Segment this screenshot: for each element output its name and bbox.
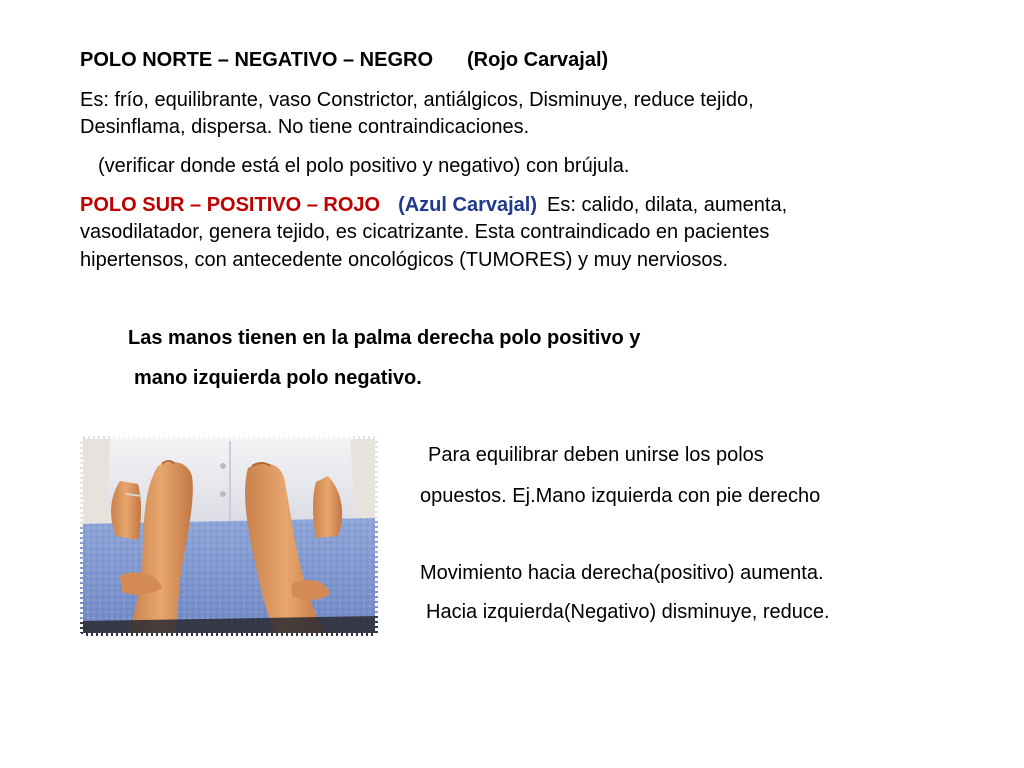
south-pole-heading: POLO SUR – POSITIVO – ROJO [80, 194, 381, 216]
balance-line-1: Para equilibrar deben unirse los polos [428, 444, 764, 466]
south-pole-carvajal: (Azul Carvajal) [398, 194, 538, 216]
south-pole-line-1 [80, 191, 787, 219]
balance-line-2: opuestos. Ej.Mano izquierda con pie derecho [420, 485, 821, 507]
north-pole-description-line-1: Es: frío, equilibrante, vaso Constrictor, antiálgicos, Disminuye, reduce tejido, [80, 89, 754, 111]
south-pole-description-line-1: Es: calido, dilata, aumenta, [547, 194, 788, 216]
north-pole-heading: POLO NORTE – NEGATIVO – NEGRO [80, 49, 434, 71]
movement-line-2: Hacia izquierda(Negativo) disminuye, reduce. [426, 601, 830, 623]
movement-line-1: Movimiento hacia derecha(positivo) aumenta. [420, 562, 824, 584]
feet-photo-illustration [80, 436, 378, 636]
north-pole-description-line-2: Desinflama, dispersa. No tiene contraindicaciones. [80, 116, 530, 138]
hands-line-1: Las manos tienen en la palma derecha polo positivo y [128, 327, 641, 349]
north-pole-carvajal: (Rojo Carvajal) [467, 49, 609, 71]
north-pole-heading-line [80, 46, 608, 74]
south-pole-description-line-3: hipertensos, con antecedente oncológicos (TUMORES) y muy nerviosos. [80, 249, 729, 271]
verify-note: (verificar donde está el polo positivo y negativo) con brújula. [98, 155, 630, 177]
feet-photo [80, 436, 378, 636]
hands-line-2: mano izquierda polo negativo. [134, 367, 422, 389]
south-pole-description-line-2: vasodilatador, genera tejido, es cicatrizante. Esta contraindicado en pacientes [80, 221, 770, 243]
